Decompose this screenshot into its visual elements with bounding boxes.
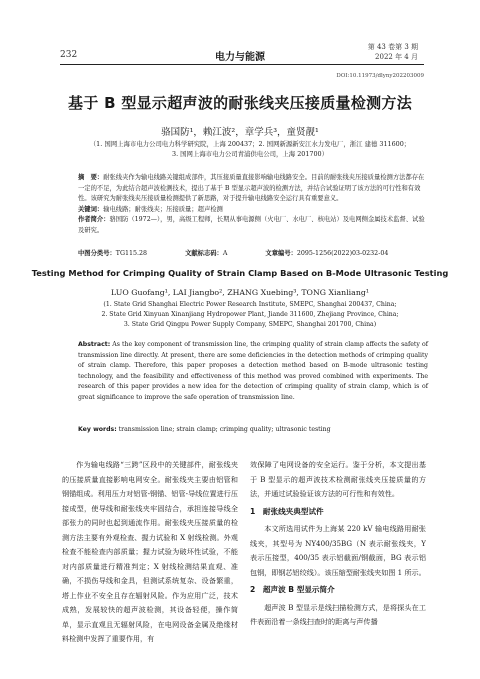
affiliation-line: （1. 国网上海市电力公司电力科学研究院，上海 200437；2. 国网新源新安江水力发电厂，浙江 建德 311600； [89, 140, 411, 148]
body-paragraph: 作为输电线路“三跨”区段中的关键部件，耐张线夹的压接质量直接影响电网安全。耐张线夹主要由铝管和钢锚组成。利用压力对铝管-钢锚、铝管-导线位置进行压接成型，使导线和耐张线夹牢固结合，承担连接导线全部张力的同时也起到通流作用。耐张线夹压接质量的检测方法主要有外观检查、握力试验和 X 射线检测。外观检查不能检查内部质量；握力试验为破坏性试验，不能对内部质量进行精准判定；X 射线检测结果直观、准确，不损伤导线和金具，但测试系统复杂、设备繁重，塔上作业不安全且存在辐射风险。作为应用广泛，技术成熟，发展较快的超声波检测，其设备轻便，操作简单，显示直观且无辐射风险，在电网设备金属及绝缘材料检测中发挥了重要作用，有 [62, 460, 238, 643]
page-number: 232 [60, 50, 78, 60]
author-bio [78, 215, 428, 236]
body-paragraph: 本文所选用试件为上海某 220 kV 输电线路用耐张线夹，其型号为 NY400/35BG（N 表示耐张线夹，Y 表示压接型，400/35 表示铝截面/钢截面，BG 表示铝包钢，即钢芯铝绞线）。该压缩型耐张线夹如图 1 所示。 [250, 524, 426, 577]
abstract-cn [78, 173, 428, 205]
abstract-label: 摘 要： [78, 174, 104, 181]
keywords-en-text: transmission line; strain clamp; crimping quality; ultrasonic testing [118, 426, 331, 433]
abstract-en-text: As the key component of transmission line, the crimping quality of strain clamp affects the safety of transmission line directly. At present, there are some deficiencies in the detection methods of crimping quality of strain clamp. Therefore, this paper proposes a detection method based on B-mode ultrasonic testing technology, and the feasibility and effectiveness of this method was proved combined with experiments. The research of this paper provides a new idea for the detection of crimping quality of strain clamp, which is of great significance to improve the safe operation of transmission line. [78, 341, 428, 401]
affiliation-line: 2. State Grid Xinyuan Xinanjiang Hydropower Plant, Jiande 311600, Zhejiang Province, China; [101, 311, 399, 318]
keywords-en [78, 426, 428, 433]
affiliation-line: 3. State Grid Qingpu Power Supply Company, SMEPC, Shanghai 201700, China) [123, 321, 377, 328]
section-heading: 2 超声波 B 型显示简介 [250, 585, 335, 594]
journal-name: 电力与能源 [215, 52, 265, 63]
affiliations-en [70, 300, 430, 330]
volume-info [368, 42, 418, 62]
keywords-cn [78, 205, 428, 216]
author-bio-label: 作者简介： [78, 216, 110, 224]
keywords-text: 输电线路；耐张线夹；压接质量；超声检测 [103, 205, 223, 213]
volume-issue: 第 43 卷第 3 期 [367, 43, 418, 51]
abstract-block-cn [78, 173, 428, 237]
keywords-label: 关键词： [78, 205, 104, 213]
affiliation-line: (1. State Grid Shanghai Electric Power Research Institute, SMEPC, Shanghai 200437, China; [103, 301, 397, 308]
body-paragraph: 效保障了电网设备的安全运行。鉴于分析，本文提出基于 B 型显示的超声波技术检测耐张线夹压接质量的方法，并通过试验验证该方法的可行性和有效性。 [250, 460, 426, 498]
authors-en: LUO Guofang¹, LAI Jiangbo², ZHANG Xuebing³, TONG Xianliang¹ [111, 288, 369, 297]
section-heading: 1 耐张线夹典型试件 [250, 506, 324, 516]
publication-date: 2022 年 4 月 [375, 53, 418, 61]
keywords-en-label: Key words: [78, 426, 117, 433]
body-column-right [250, 458, 426, 630]
document-code: 文献标志码：A [185, 250, 228, 257]
article-number: 文章编号：2095-1256(2022)03-0232-04 [265, 250, 389, 257]
classification-line [78, 248, 428, 257]
paper-title-cn: 基于 B 型显示超声波的耐张线夹压接质量检测方法 [67, 94, 413, 112]
abstract-en [78, 340, 428, 404]
clc-number: 中图分类号：TG115.28 [78, 250, 148, 257]
author-bio-text: 骆国防（1972—），男，高级工程师，长期从事电源侧（火电厂、水电厂、核电站）及电网侧金属技术监督、试验及研究。 [78, 216, 425, 234]
paper-title-en: Testing Method for Crimping Quality of Strain Clamp Based on B-Mode Ultrasonic Testing [31, 268, 449, 278]
abstract-en-label: Abstract: [78, 341, 111, 348]
body-paragraph: 超声波 B 型显示是线扫描检测方式，是将探头在工件表面沿着一条线扫查时的距离与声传播 [250, 602, 426, 626]
header-rule [60, 64, 424, 65]
abstract-text: 耐张线夹作为输电线路关键组成部件，其压接质量直接影响输电线路安全。目前的耐张线夹压接质量检测方法都存在一定的不足，为此结合超声波检测技术，提出了基于 B 型显示超声波的检测方法，并结合试验证明了该方法的可行性和有效性。该研究为耐张线夹压接质量检测提供了新思路，对于提升输电线路安全运行具有重要意义。 [78, 174, 425, 203]
affiliations-cn [70, 139, 430, 159]
body-column-left [62, 458, 238, 647]
doi: DOI:10.11973/dlyny202203009 [336, 73, 424, 79]
affiliation-line: 3. 国网上海市电力公司青浦供电公司，上海 201700） [172, 150, 328, 158]
authors-cn: 骆国防¹，赖江波²，章学兵³，童贤靓¹ [161, 127, 319, 138]
